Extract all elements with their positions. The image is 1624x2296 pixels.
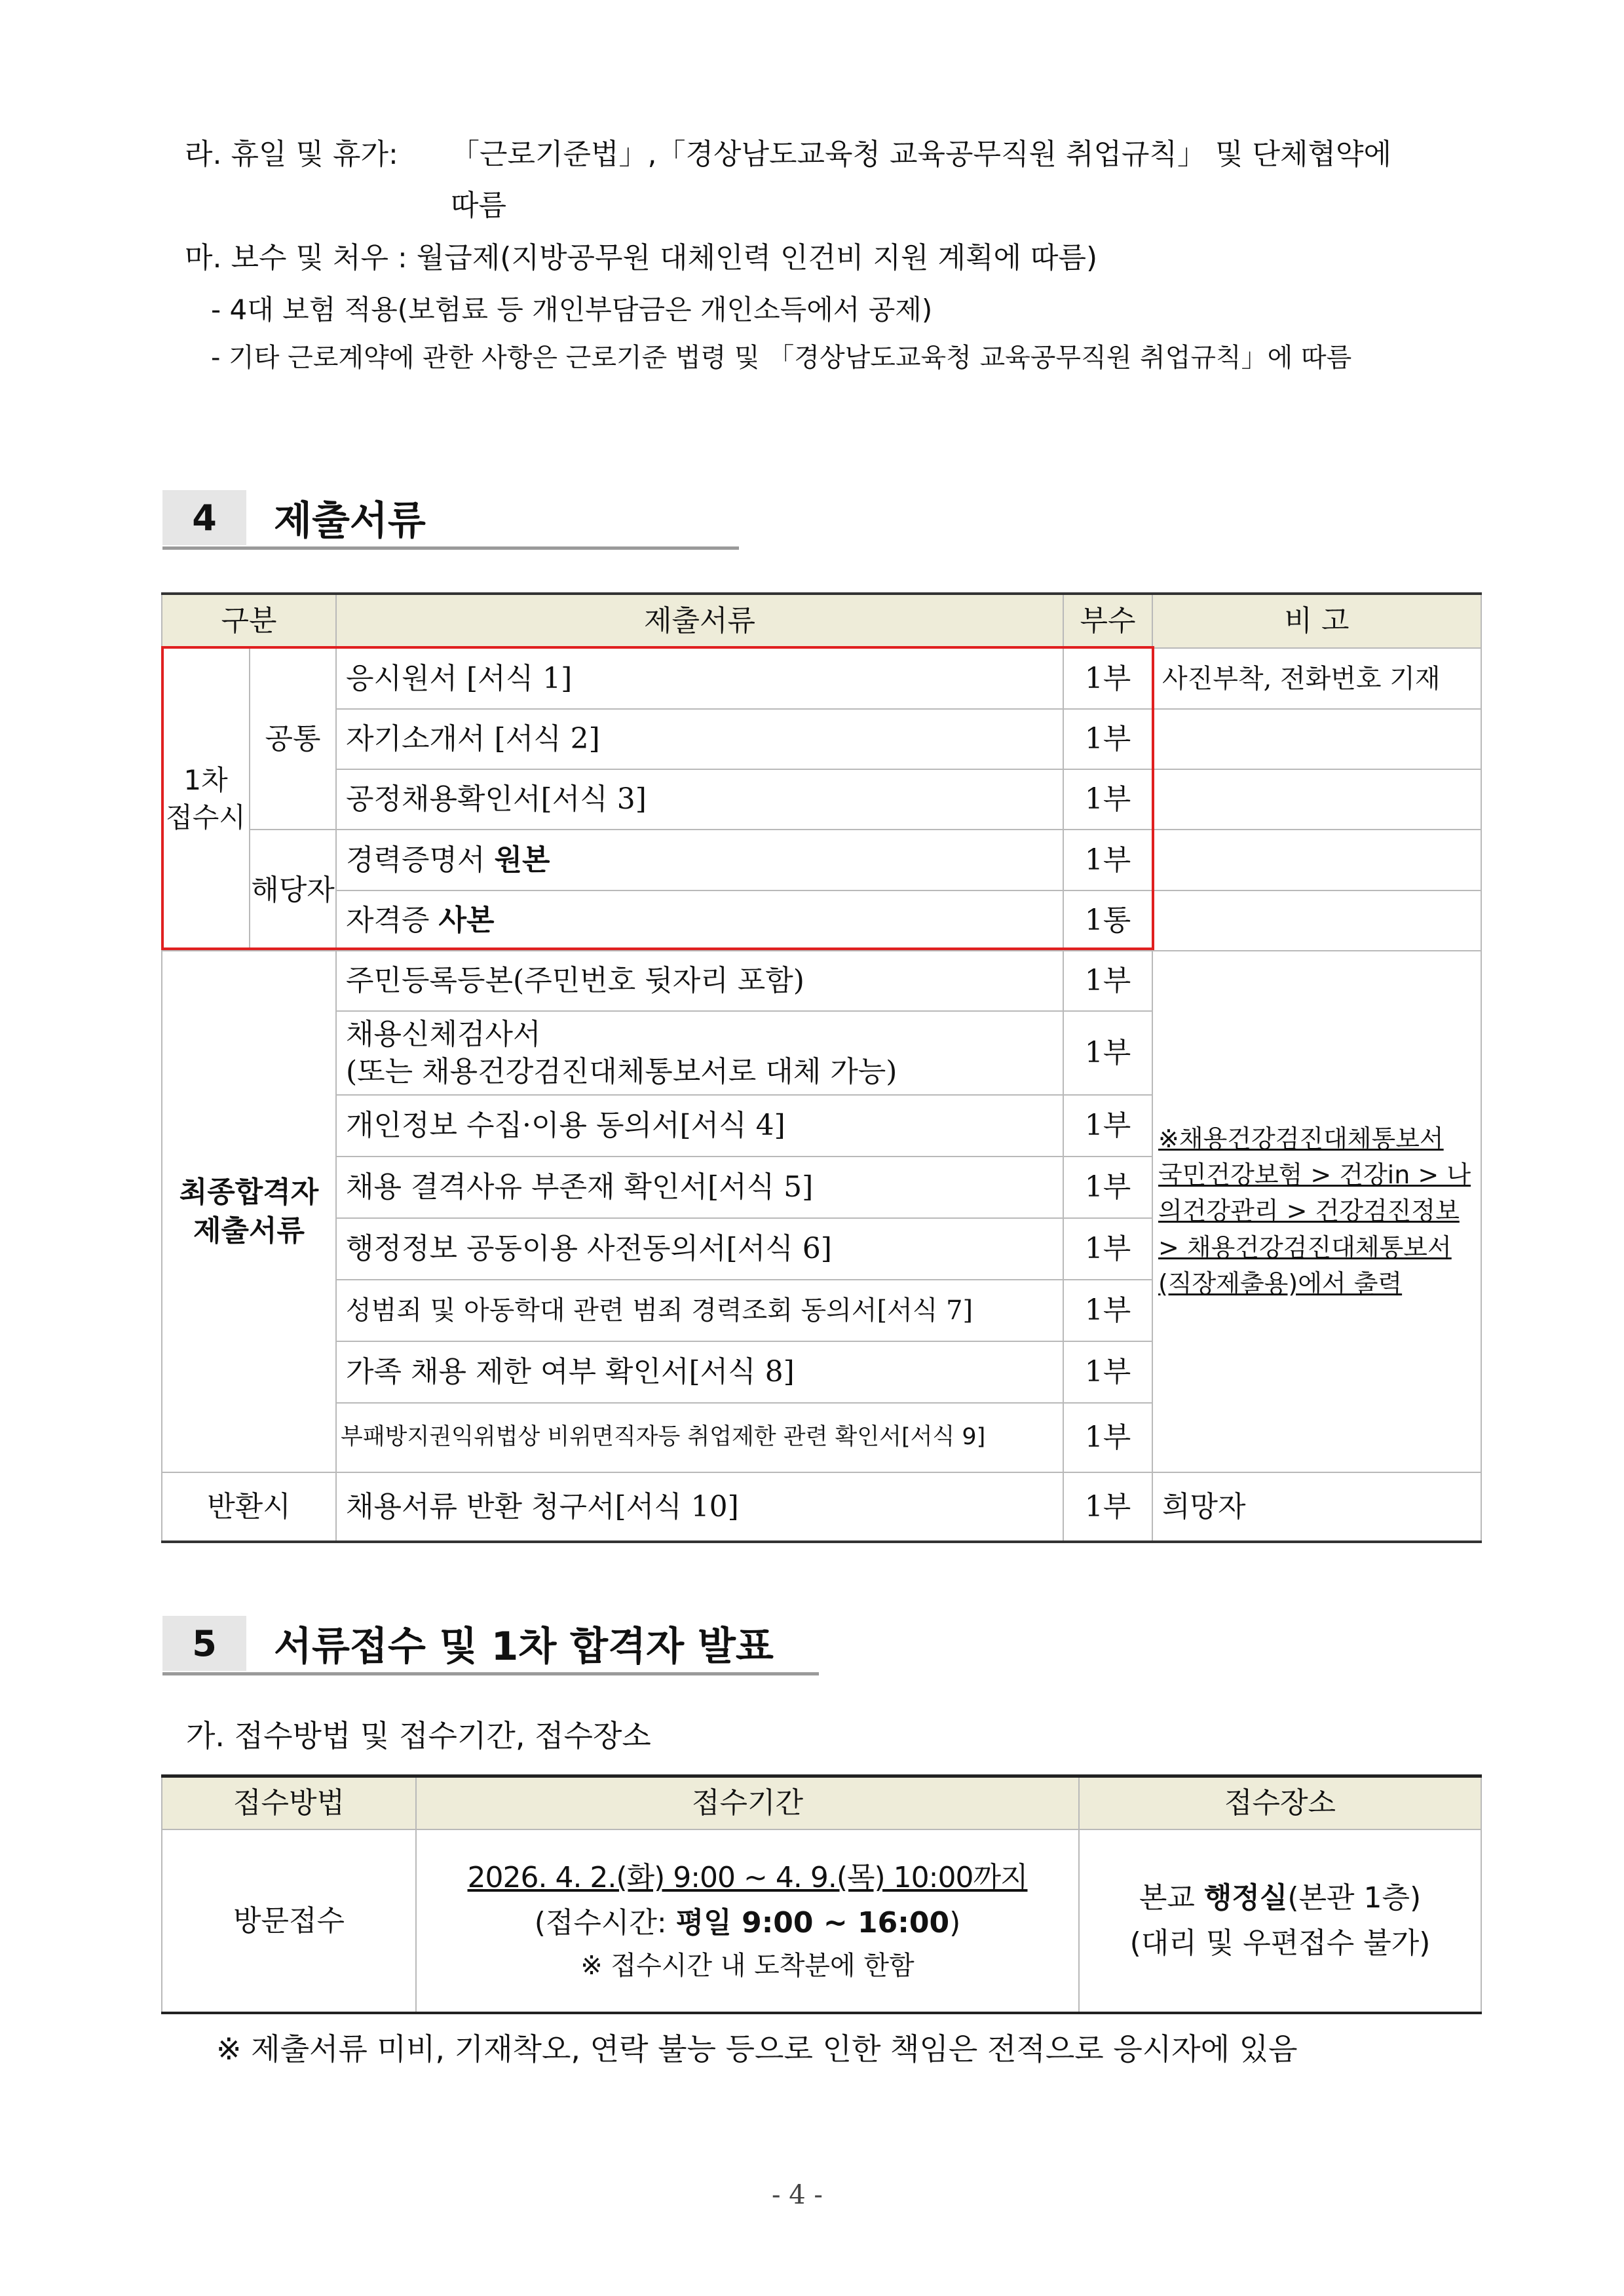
common-label: 공통: [250, 648, 336, 830]
final-group-label: 최종합격자 제출서류: [162, 951, 336, 1472]
reception-table: [161, 1774, 1482, 2014]
hours-suffix: ): [949, 1905, 961, 1940]
highlight-box: [161, 646, 1154, 950]
section-4-header: [162, 490, 739, 556]
page-number: - 4 -: [772, 2180, 823, 2210]
table-header-row: [162, 1776, 1481, 1830]
period-note: ※ 접수시간 내 도착분에 한함: [580, 1950, 915, 1981]
table-row: [162, 951, 1481, 1011]
contract-bullet: - 기타 근로계약에 관한 사항은 근로기준 법령 및 「경상남도교육청 교육공무직원 취업규칙」에 따름: [211, 343, 1352, 373]
count-cell: 1부: [1063, 1403, 1152, 1472]
hours-bold: 평일 9:00 ~ 16:00: [675, 1905, 950, 1940]
header-documents: 제출서류: [336, 594, 1063, 648]
remark-cell: 희망자: [1152, 1472, 1481, 1542]
doc-cell: 자기소개서 [서식 2]: [336, 709, 1063, 769]
holiday-text-cont: 따름: [451, 189, 507, 222]
count-cell: 1부: [1063, 1011, 1152, 1095]
applicable-label: 해당자: [250, 830, 336, 951]
doc-cell: 개인정보 수집·이용 동의서[서식 4]: [336, 1095, 1063, 1157]
holiday-label: 라. 휴일 및 휴가:: [185, 138, 398, 171]
remark-cell: [1152, 709, 1481, 769]
count-cell: 1통: [1063, 890, 1152, 951]
holiday-text: 「근로기준법」,「경상남도교육청 교육공무직원 취업규칙」 및 단체협약에: [451, 138, 1392, 171]
doc-cell: 행정정보 공동이용 사전동의서[서식 6]: [336, 1218, 1063, 1280]
period-cell: [416, 1829, 1079, 2013]
count-cell: 1부: [1063, 1218, 1152, 1280]
section-rule: [162, 1672, 819, 1675]
header-place: 접수장소: [1079, 1776, 1481, 1830]
doc-text: 경력증명서: [346, 843, 495, 877]
count-cell: 1부: [1063, 648, 1152, 709]
doc-cell: 공정채용확인서[서식 3]: [336, 769, 1063, 830]
doc-cell: 가족 채용 제한 여부 확인서[서식 8]: [336, 1341, 1063, 1403]
section-number: 4: [162, 490, 246, 545]
final-note: ※채용건강검진대체통보서 국민건강보험 > 건강in > 나의건강관리 > 건강검진정보 > 채용건강검진대체통보서(직장제출용)에서 출력: [1152, 951, 1481, 1472]
doc-cell: 주민등록등본(주민번호 뒷자리 포함): [336, 951, 1063, 1011]
remark-cell: [1152, 890, 1481, 951]
place-prefix: 본교: [1139, 1881, 1204, 1915]
table-row: [162, 1829, 1481, 2013]
method-cell: 방문접수: [162, 1829, 416, 2013]
place-main: [1089, 1876, 1471, 1921]
section-number: 5: [162, 1616, 246, 1671]
place-bold: 행정실: [1203, 1881, 1288, 1915]
count-cell: 1부: [1063, 1341, 1152, 1403]
doc-cell: 채용 결격사유 부존재 확인서[서식 5]: [336, 1157, 1063, 1218]
place-cell: [1079, 1829, 1481, 2013]
count-cell: 1부: [1063, 1095, 1152, 1157]
doc-cell: 채용신체검사서 (또는 채용건강검진대체통보서로 대체 가능): [336, 1011, 1063, 1095]
doc-emphasis: 사본: [438, 904, 495, 938]
doc-cell: 응시원서 [서식 1]: [336, 648, 1063, 709]
remark-cell: [1152, 830, 1481, 890]
header-period: 접수기간: [416, 1776, 1079, 1830]
hours-prefix: (접수시간:: [534, 1905, 676, 1940]
header-remarks: 비 고: [1152, 594, 1481, 648]
count-cell: 1부: [1063, 709, 1152, 769]
section-title: 제출서류: [274, 498, 426, 544]
doc-text: 자격증: [346, 904, 439, 938]
subsection-ga: 가. 접수방법 및 접수기간, 접수장소: [186, 1718, 651, 1753]
doc-cell: 성범죄 및 아동학대 관련 범죄 경력조회 동의서[서식 7]: [336, 1280, 1063, 1341]
header-category: 구분: [162, 594, 336, 648]
count-cell: 1부: [1063, 951, 1152, 1011]
remark-cell: [1152, 769, 1481, 830]
count-cell: 1부: [1063, 830, 1152, 890]
first-round-label: 1차 접수시: [162, 648, 250, 951]
table-header-row: [162, 594, 1481, 648]
doc-cell: 부패방지권익위법상 비위면직자등 취업제한 관련 확인서[서식 9]: [336, 1403, 1063, 1472]
section-title: 서류접수 및 1차 합격자 발표: [274, 1624, 774, 1670]
count-cell: 1부: [1063, 1472, 1152, 1542]
section-5-header: [162, 1616, 819, 1681]
section-rule: [162, 546, 739, 550]
header-method: 접수방법: [162, 1776, 416, 1830]
period-hours: [426, 1901, 1069, 1945]
count-cell: 1부: [1063, 1157, 1152, 1218]
count-cell: 1부: [1063, 769, 1152, 830]
doc-emphasis: 원본: [494, 843, 550, 877]
place-note: (대리 및 우편접수 불가): [1129, 1926, 1431, 1960]
header-copies: 부수: [1063, 594, 1152, 648]
remark-cell: 사진부착, 전화번호 기재: [1152, 648, 1481, 709]
period-main: 2026. 4. 2.(화) 9:00 ~ 4. 9.(목) 10:00까지: [467, 1861, 1028, 1895]
footer-note: ※ 제출서류 미비, 기재착오, 연락 불능 등으로 인한 책임은 전적으로 응시자에 있음: [216, 2031, 1298, 2067]
insurance-bullet: - 4대 보험 적용(보험료 등 개인부담금은 개인소득에서 공제): [211, 294, 933, 326]
pay-line: 마. 보수 및 처우 : 월급제(지방공무원 대체인력 인건비 지원 계획에 따름): [185, 241, 1098, 275]
count-cell: 1부: [1063, 1280, 1152, 1341]
table-row: [162, 1472, 1481, 1542]
return-label: 반환시: [162, 1472, 336, 1542]
place-suffix: (본관 1층): [1287, 1881, 1422, 1915]
doc-cell: 채용서류 반환 청구서[서식 10]: [336, 1472, 1063, 1542]
